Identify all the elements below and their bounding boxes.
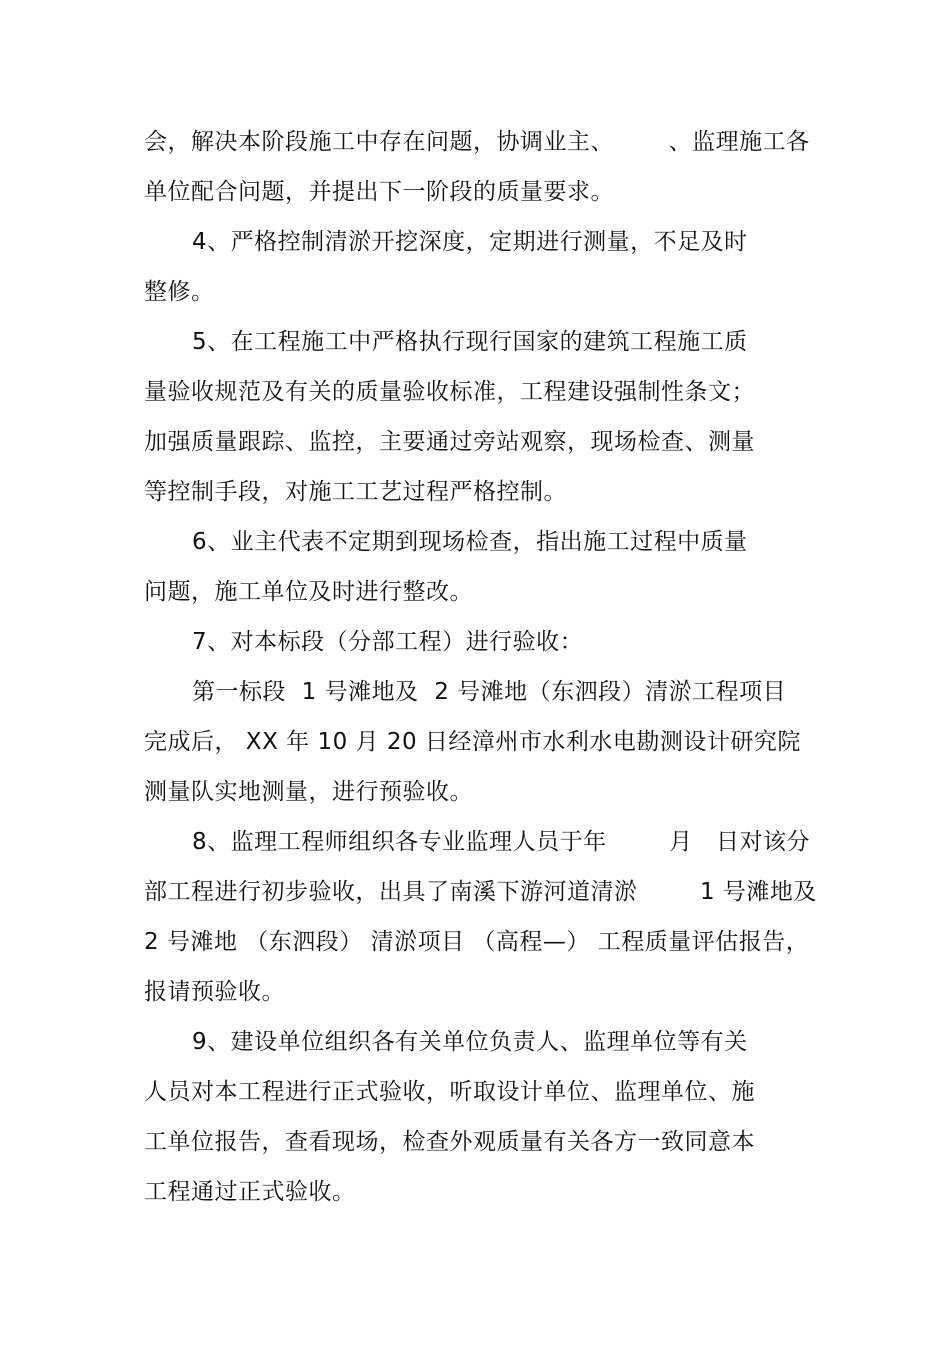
text-line: 工单位报告，查看现场，检查外观质量有关各方一致同意本	[144, 1129, 755, 1155]
text-line: 第一标段 1 号滩地及 2 号滩地（东泗段）清淤工程项目	[192, 679, 787, 705]
text-line: 整修。	[144, 279, 215, 305]
text-line: 完成后， XX 年 10 月 20 日经漳州市水利水电勘测设计研究院	[144, 729, 801, 755]
text-line: 工程通过正式验收。	[144, 1179, 356, 1205]
text-line: 单位配合问题，并提出下一阶段的质量要求。	[144, 179, 614, 205]
text-line: 测量队实地测量，进行预验收。	[144, 779, 473, 805]
text-line: 报请预验收。	[144, 979, 285, 1005]
text-line: 6、业主代表不定期到现场检查，指出施工过程中质量	[192, 529, 748, 555]
text-line: 8、监理工程师组织各专业监理人员于年 月 日对该分	[192, 829, 811, 855]
text-line: 人员对本工程进行正式验收，听取设计单位、监理单位、施	[144, 1079, 755, 1105]
text-line: 5、在工程施工中严格执行现行国家的建筑工程施工质	[192, 329, 748, 355]
text-line: 加强质量跟踪、监控，主要通过旁站观察，现场检查、测量	[144, 429, 755, 455]
text-line: 7、对本标段（分部工程）进行验收：	[192, 629, 584, 655]
text-line: 会，解决本阶段施工中存在问题，协调业主、 、监理施工各	[144, 129, 810, 155]
text-line: 量验收规范及有关的质量验收标准，工程建设强制性条文；	[144, 379, 755, 405]
text-line: 2 号滩地 （东泗段） 清淤项目 （高程—） 工程质量评估报告，	[144, 929, 810, 955]
text-line: 9、建设单位组织各有关单位负责人、监理单位等有关	[192, 1029, 748, 1055]
text-line: 问题，施工单位及时进行整改。	[144, 579, 473, 605]
text-line: 等控制手段，对施工工艺过程严格控制。	[144, 479, 567, 505]
text-line: 部工程进行初步验收，出具了南溪下游河道清淤 1 号滩地及	[144, 879, 817, 905]
text-line: 4、严格控制清淤开挖深度，定期进行测量，不足及时	[192, 229, 748, 255]
